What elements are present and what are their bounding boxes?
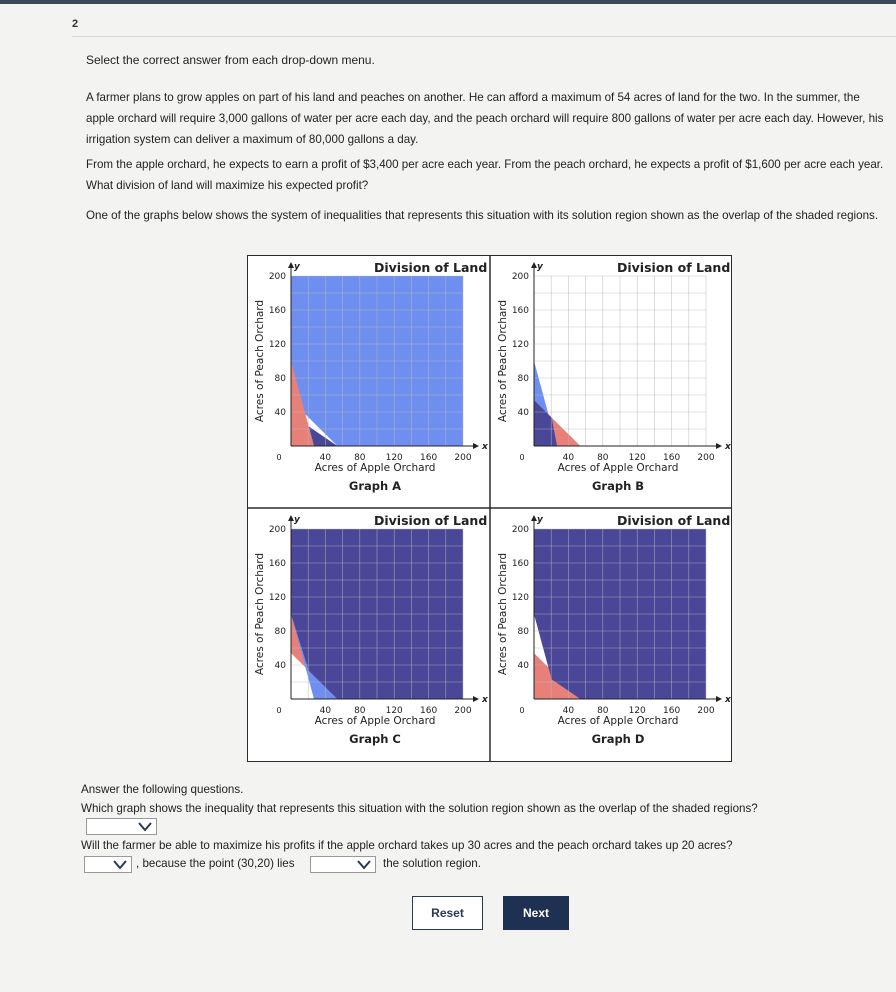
- x-tick-label: 200: [697, 453, 715, 463]
- yes-no-dropdown[interactable]: [84, 856, 132, 873]
- y-axis-letter: y: [537, 262, 543, 272]
- x-tick-label: 200: [454, 453, 472, 463]
- y-tick-label: 200: [268, 525, 286, 535]
- x-tick-label: 120: [385, 706, 403, 716]
- origin-label: 0: [519, 706, 525, 715]
- answer-heading: Answer the following questions.: [81, 783, 244, 796]
- graph-name: Graph A: [348, 479, 402, 493]
- graph-name: Graph B: [591, 479, 645, 493]
- x-axis-letter: x: [482, 695, 488, 705]
- x-axis-arrow-icon: [473, 443, 479, 449]
- region-position-dropdown[interactable]: [310, 856, 376, 873]
- x-tick-label: 40: [319, 453, 332, 463]
- problem-paragraph-3: One of the graphs below shows the system of inequalities that represents this situation with its solution region shown as the overlap of the shaded regions.: [86, 209, 879, 222]
- x-axis-letter: x: [725, 695, 731, 705]
- chart-title: Division of Land: [374, 260, 488, 275]
- y-tick-label: 80: [274, 627, 286, 637]
- question-2-text: Will the farmer be able to maximize his profits if the apple orchard takes up 30 acres and the peach orchard takes up 20 acres?: [81, 839, 733, 852]
- y-tick-label: 40: [517, 408, 529, 418]
- y-tick-label: 40: [517, 661, 529, 671]
- y-tick-label: 80: [274, 374, 286, 384]
- question-number: 2: [72, 18, 79, 30]
- y-tick-label: 80: [517, 627, 529, 637]
- chart-title: Division of Land: [374, 513, 488, 528]
- x-tick-label: 160: [663, 706, 681, 716]
- y-tick-label: 200: [511, 272, 529, 282]
- x-tick-label: 80: [597, 706, 609, 716]
- chevron-down-icon: [138, 821, 152, 832]
- y-tick-label: 200: [268, 272, 286, 282]
- y-axis-label: Acres of Peach Orchard: [497, 552, 509, 676]
- graph-panel-1: [254, 260, 489, 493]
- y-axis-label: Acres of Peach Orchard: [254, 552, 266, 676]
- origin-label: 0: [519, 453, 525, 462]
- chart-title: Division of Land: [617, 260, 731, 275]
- y-tick-label: 160: [268, 306, 286, 316]
- x-axis-letter: x: [482, 442, 488, 452]
- x-axis-letter: x: [725, 442, 731, 452]
- divider: [72, 36, 896, 37]
- y-tick-label: 40: [274, 408, 286, 418]
- y-axis-letter: y: [537, 515, 543, 525]
- problem-paragraph-2: From the apple orchard, he expects to earn a profit of $3,400 per acre each year. From the peach orchard, he expects a profit of $1,600 per acre each year. What division of land will maximize his expected profit?: [86, 158, 884, 192]
- graph-panel-2: [497, 260, 731, 493]
- x-axis-arrow-icon: [716, 696, 722, 702]
- chart-title: Division of Land: [617, 513, 731, 528]
- y-tick-label: 120: [511, 340, 529, 350]
- y-tick-label: 120: [268, 340, 286, 350]
- x-tick-label: 160: [420, 453, 438, 463]
- y-tick-label: 160: [511, 559, 529, 569]
- x-tick-label: 200: [454, 706, 472, 716]
- graphs-panel: [247, 255, 732, 762]
- region-text: the solution region.: [383, 857, 481, 870]
- y-axis-label: Acres of Peach Orchard: [254, 299, 266, 423]
- x-tick-label: 80: [597, 453, 609, 463]
- graph-name: Graph D: [591, 732, 645, 746]
- x-axis-label: Acres of Apple Orchard: [557, 715, 679, 727]
- y-axis-label: Acres of Peach Orchard: [497, 299, 509, 423]
- x-tick-label: 40: [562, 453, 575, 463]
- origin-label: 0: [276, 453, 282, 462]
- x-tick-label: 160: [420, 706, 438, 716]
- x-tick-label: 40: [562, 706, 575, 716]
- origin-label: 0: [276, 706, 282, 715]
- x-tick-label: 80: [354, 706, 366, 716]
- x-axis-label: Acres of Apple Orchard: [557, 462, 679, 474]
- x-axis-label: Acres of Apple Orchard: [314, 462, 436, 474]
- graph-choice-dropdown[interactable]: [86, 818, 157, 835]
- x-tick-label: 120: [628, 706, 646, 716]
- because-text: , because the point (30,20) lies: [136, 857, 295, 870]
- y-tick-label: 160: [511, 306, 529, 316]
- y-tick-label: 120: [511, 593, 529, 603]
- next-button[interactable]: Next: [503, 896, 569, 930]
- reset-button[interactable]: Reset: [412, 896, 483, 930]
- problem-paragraph-1: A farmer plans to grow apples on part of his land and peaches on another. He can afford a maximum of 54 acres of land for the two. In the summer, the apple orchard will require 3,000 gallons of water per acre each day, and the peach orchard will require 800 gallons of water per acre each day. However, his irrigation system can deliver a maximum of 80,000 gallons a day.: [86, 91, 884, 146]
- chevron-down-icon: [113, 859, 127, 870]
- graphs-svg: [248, 256, 731, 761]
- x-axis-arrow-icon: [473, 696, 479, 702]
- top-bar: [0, 0, 896, 4]
- y-tick-label: 200: [511, 525, 529, 535]
- y-tick-label: 40: [274, 661, 286, 671]
- x-axis-arrow-icon: [716, 443, 722, 449]
- y-axis-letter: y: [294, 262, 300, 272]
- x-tick-label: 120: [385, 453, 403, 463]
- x-tick-label: 200: [697, 706, 715, 716]
- instruction-text: Select the correct answer from each drop-down menu.: [86, 53, 375, 67]
- chevron-down-icon: [357, 859, 371, 870]
- x-tick-label: 40: [319, 706, 332, 716]
- graph-panel-3: [254, 513, 489, 746]
- x-tick-label: 160: [663, 453, 681, 463]
- x-axis-label: Acres of Apple Orchard: [314, 715, 436, 727]
- x-tick-label: 80: [354, 453, 366, 463]
- y-axis-letter: y: [294, 515, 300, 525]
- graph-name: Graph C: [349, 732, 401, 746]
- question-1-text: Which graph shows the inequality that represents this situation with the solution region shown as the overlap of the shaded regions?: [81, 802, 758, 815]
- x-tick-label: 120: [628, 453, 646, 463]
- y-tick-label: 160: [268, 559, 286, 569]
- y-tick-label: 80: [517, 374, 529, 384]
- graph-panel-4: [497, 513, 731, 746]
- y-tick-label: 120: [268, 593, 286, 603]
